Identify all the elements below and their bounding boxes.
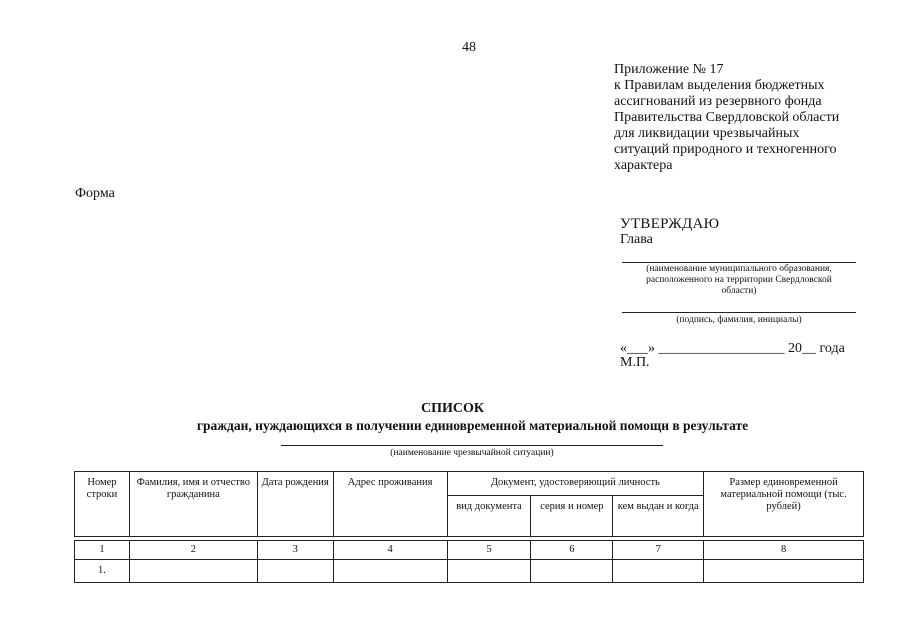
column-number: 4 — [333, 541, 447, 560]
municipality-line — [622, 262, 856, 263]
header-doc-series: серия и номер — [531, 496, 613, 537]
header-doc-issued: кем выдан и когда — [613, 496, 704, 537]
row-number-cell[interactable]: 1. — [75, 560, 130, 583]
appendix-line: Приложение № 17 — [614, 62, 724, 77]
municipality-hint: (наименование муниципального образования, расположенного на территории Свердловской области) — [646, 264, 832, 296]
appendix-line: Правительства Свердловской области — [614, 110, 840, 125]
header-birth-date: Дата рождения — [257, 472, 333, 537]
doc-issued-cell[interactable] — [613, 560, 704, 583]
header-amount: Размер единовременной материальной помощи (тыс. рублей) — [704, 472, 864, 537]
approval-block — [620, 216, 719, 248]
column-number: 2 — [129, 541, 257, 560]
address-cell[interactable] — [333, 560, 447, 583]
column-number: 7 — [613, 541, 704, 560]
appendix-line: ситуаций природного и техногенного — [614, 142, 837, 157]
header-document-group: Документ, удостоверяющий личность — [447, 472, 704, 496]
appendix-line: характера — [614, 158, 673, 173]
approval-position: Глава — [620, 232, 653, 247]
column-number: 8 — [704, 541, 864, 560]
list-title: СПИСОК — [420, 401, 485, 416]
appendix-line: к Правилам выделения бюджетных — [614, 78, 825, 93]
header-row-number: Номер строки — [75, 472, 130, 537]
approval-title: УТВЕРЖДАЮ — [620, 216, 720, 232]
stamp-mark: М.П. — [620, 355, 650, 370]
birth-date-cell[interactable] — [257, 560, 333, 583]
column-number: 5 — [447, 541, 531, 560]
full-name-cell[interactable] — [129, 560, 257, 583]
page-number: 48 — [462, 40, 476, 55]
appendix-line: для ликвидации чрезвычайных — [614, 126, 800, 141]
table-row — [75, 560, 864, 583]
approval-date: «___» __________________ 20__ года — [620, 341, 845, 356]
citizens-table — [74, 471, 864, 583]
appendix-note — [614, 62, 884, 174]
header-full-name: Фамилия, имя и отчество гражданина — [129, 472, 257, 537]
situation-line — [281, 445, 663, 446]
doc-type-cell[interactable] — [447, 560, 531, 583]
amount-cell[interactable] — [704, 560, 864, 583]
form-label: Форма — [75, 186, 115, 201]
situation-hint: (наименование чрезвычайной ситуации) — [390, 448, 554, 458]
header-doc-type: вид документа — [447, 496, 531, 537]
appendix-line: ассигнований из резервного фонда — [614, 94, 822, 109]
doc-series-cell[interactable] — [531, 560, 613, 583]
header-address: Адрес проживания — [333, 472, 447, 537]
list-subtitle: граждан, нуждающихся в получении единовременной материальной помощи в результате — [196, 418, 749, 433]
signature-line — [622, 312, 856, 313]
column-number: 3 — [257, 541, 333, 560]
column-number: 1 — [75, 541, 130, 560]
column-number: 6 — [531, 541, 613, 560]
signature-hint: (подпись, фамилия, инициалы) — [676, 315, 802, 325]
